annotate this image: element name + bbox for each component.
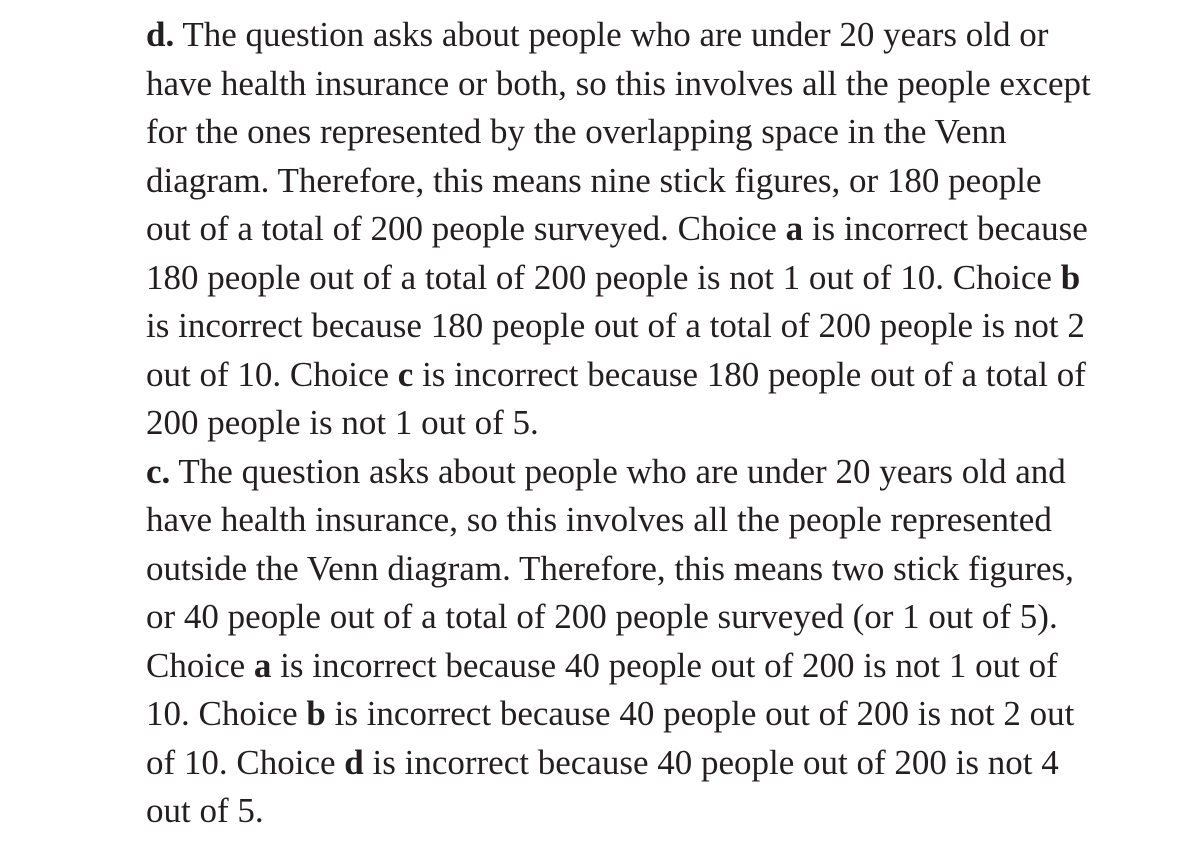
explanation-text: 10. Choice (146, 694, 307, 733)
answer-line (146, 642, 1186, 691)
explanation-text: diagram. Therefore, this means nine stick figures, or 180 people (146, 160, 1042, 200)
answer-line (146, 690, 1186, 739)
choice-letter: c (397, 354, 414, 394)
explanation-text: have health insurance or both, so this involves all the people except (146, 63, 1091, 103)
explanation-text: or 40 people out of a total of 200 people surveyed (or 1 out of 5). (146, 597, 1058, 636)
answer-line (146, 787, 1186, 836)
explanation-text: out of 10. Choice (146, 354, 398, 394)
answer-line (146, 11, 1186, 60)
explanation-text: out of 5. (146, 791, 264, 830)
answer-line (146, 60, 1186, 109)
answer-block (146, 448, 1186, 836)
choice-letter: b (306, 694, 326, 733)
explanation-text: have health insurance, so this involves all the people represented (146, 500, 1052, 539)
answer-line (146, 739, 1186, 788)
answer-explanations (146, 11, 1186, 836)
answer-line (146, 205, 1186, 254)
answer-line (146, 254, 1186, 303)
explanation-text: The question asks about people who are under 20 years old and (178, 451, 1066, 491)
choice-letter: a (785, 209, 804, 248)
answer-line (146, 108, 1186, 157)
answer-line (146, 302, 1186, 351)
answer-block (146, 11, 1186, 448)
explanation-text: is incorrect because 40 people out of 200 is not 4 (363, 742, 1059, 782)
answer-line (146, 351, 1186, 400)
answer-line (146, 593, 1186, 642)
explanation-text: outside the Venn diagram. Therefore, this means two stick figures, (146, 548, 1074, 588)
explanation-text: Choice (146, 645, 254, 685)
choice-letter: d (344, 742, 364, 782)
explanation-text: is incorrect because 180 people out of a total of 200 people is not 2 (146, 306, 1085, 345)
answer-line (146, 496, 1186, 545)
answer-line (146, 157, 1186, 206)
explanation-text: 180 people out of a total of 200 people is not 1 out of 10. Choice (146, 257, 1061, 297)
choice-letter: a (253, 645, 272, 685)
explanation-text: 200 people is not 1 out of 5. (146, 403, 539, 442)
explanation-text: of 10. Choice (146, 742, 345, 782)
explanation-text: for the ones represented by the overlapping space in the Venn (146, 112, 1007, 151)
answer-letter: d. (146, 15, 175, 54)
answer-line (146, 399, 1186, 448)
explanation-text: is incorrect because 40 people out of 200 is not 1 out of (271, 645, 1058, 685)
explanation-text: is incorrect because 40 people out of 200 is not 2 out (325, 694, 1075, 733)
explanation-text: is incorrect because 180 people out of a total of (413, 354, 1086, 394)
explanation-text: out of a total of 200 people surveyed. Choice (146, 209, 786, 248)
explanation-text: is incorrect because (803, 209, 1088, 248)
answer-line (146, 545, 1186, 594)
explanation-text: The question asks about people who are under 20 years old or (182, 15, 1049, 54)
answer-line (146, 448, 1186, 497)
answer-letter: c. (146, 451, 171, 491)
choice-letter: b (1060, 257, 1081, 297)
